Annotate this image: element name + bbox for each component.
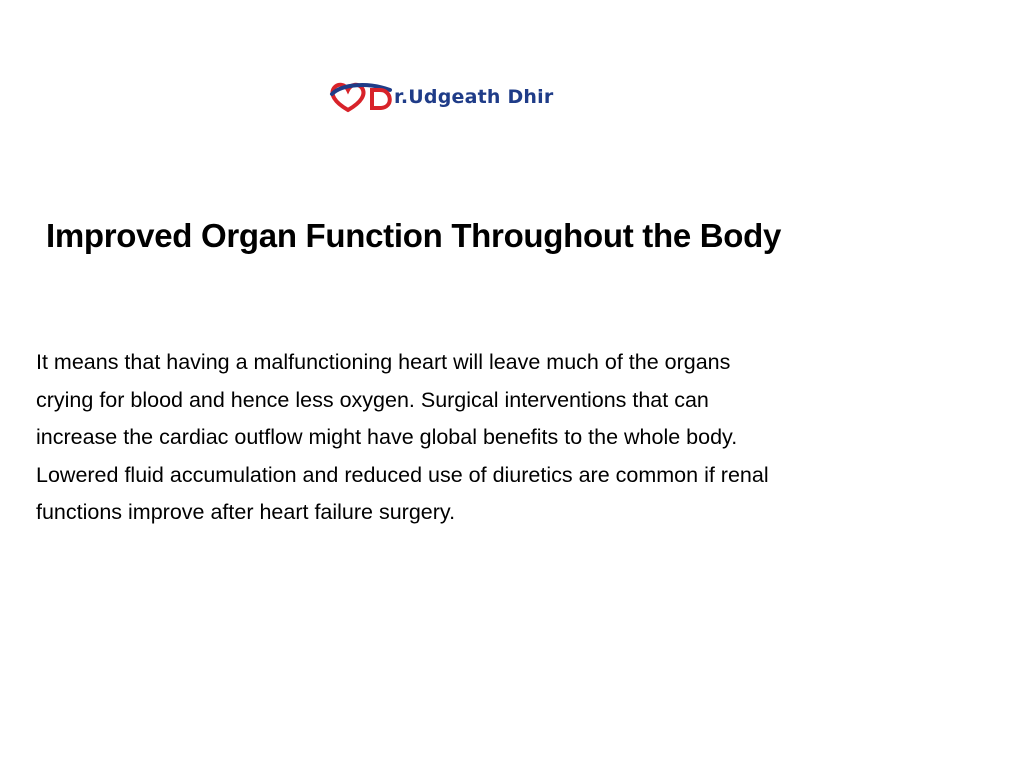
logo-text: r.Udgeath Dhir bbox=[394, 86, 554, 108]
slide-title: Improved Organ Function Throughout the Body bbox=[46, 217, 782, 254]
paragraph-line: functions improve after heart failure surgery. bbox=[36, 500, 456, 524]
paragraph-line: crying for blood and hence less oxygen. Surgical interventions that can bbox=[36, 387, 709, 412]
paragraph-line: Lowered fluid accumulation and reduced use of diuretics are common if renal bbox=[36, 462, 769, 487]
slide-paragraph bbox=[36, 344, 936, 532]
heart-d-icon bbox=[328, 80, 398, 114]
paragraph-line: increase the cardiac outflow might have global benefits to the whole body. bbox=[36, 425, 738, 449]
paragraph-line: It means that having a malfunctioning heart will leave much of the organs bbox=[36, 350, 731, 374]
logo bbox=[328, 80, 628, 114]
